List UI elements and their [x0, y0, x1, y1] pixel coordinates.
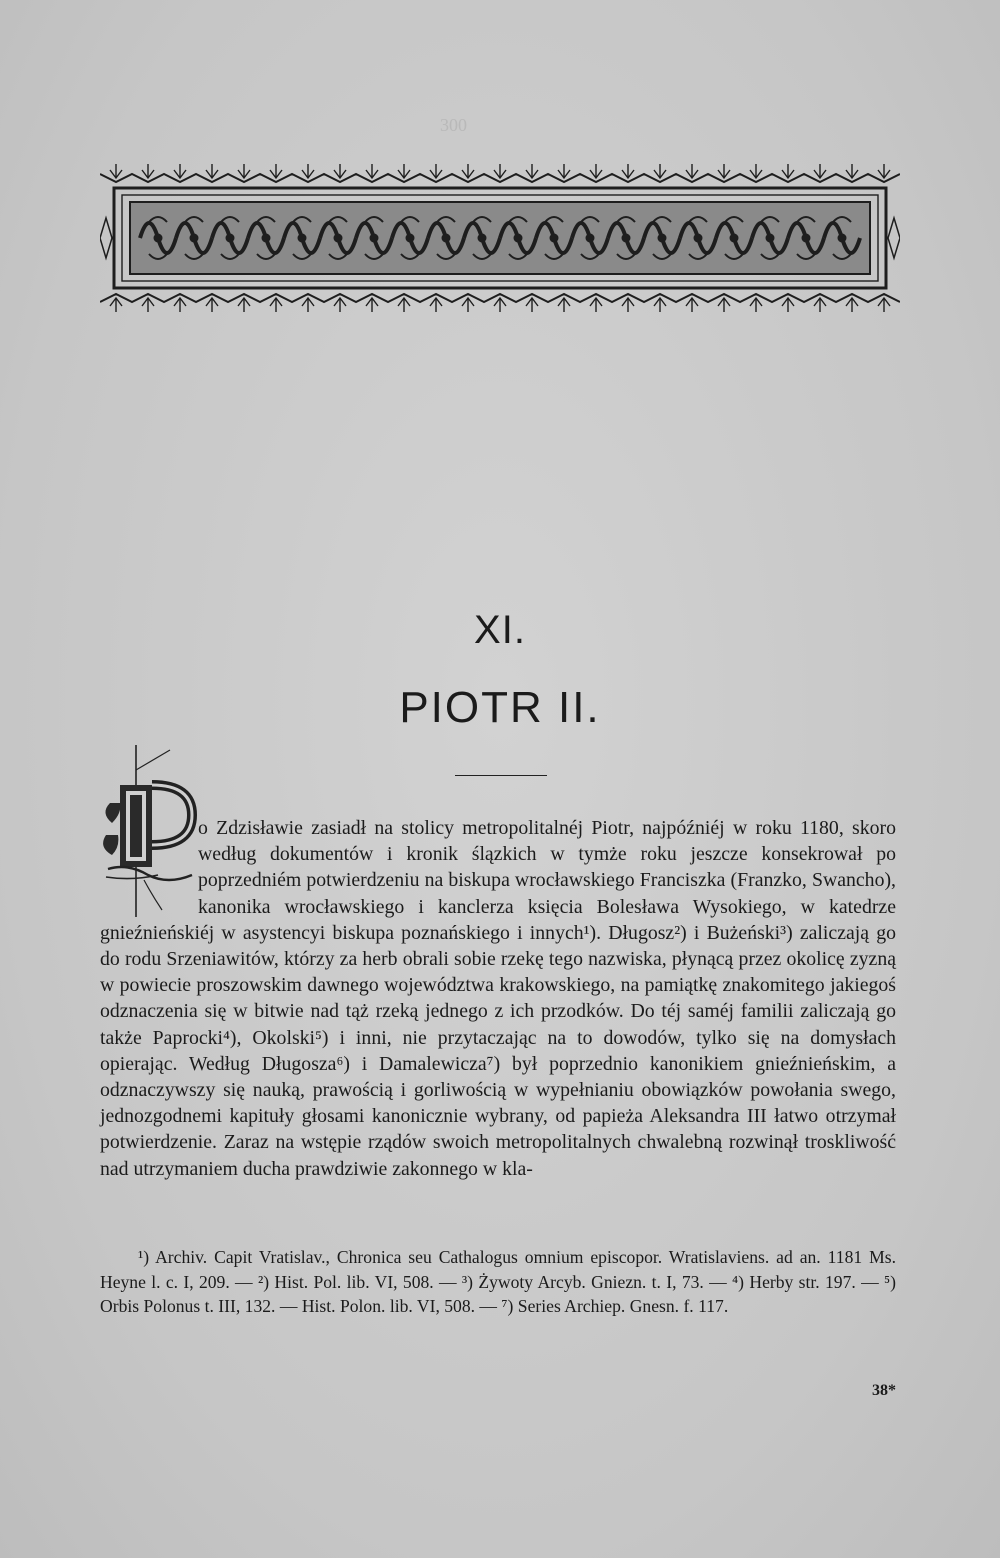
dropcap-space [100, 815, 198, 919]
chapter-title: PIOTR II. [399, 683, 601, 732]
chapter-number: XI. [474, 608, 526, 652]
title-rule [455, 775, 547, 776]
ghost-page-number: 300 [440, 115, 467, 135]
footnotes: ¹) Archiv. Capit Vratislav., Chronica seu Cathalogus omnium episcopor. Wratislaviens. ad an. 1181 Ms. Heyne l. c. I, 209. — ²) Hist. Pol. lib. VI, 508. — ³) Żywoty Arcyb. Gniezn. t. I, 73. — ⁴) Herby str. 197. — ⁵) Orbis Polonus t. III, 132. — Hist. Polon. lib. VI, 508. — ⁷) Series Archiep. Gnesn. f. 117. [100, 1247, 896, 1316]
body-text-content: o Zdzisławie zasiadł na stolicy metropolitalnéj Piotr, najpóźniéj w roku 1180, skoro według dokumentów i kronik ślązkich w tymże roku jeszcze konsekrował po poprzedniém potwierdzeniu na biskupa wrocławskiego Franciszka (Franzko, Swancho), kanonika wrocławskiego i kanclerza księcia Bolesława Wysokiego, w katedrze gnieźnieńskiéj w asystencyi biskupa poznańskiego i innych¹). Długosz²) i Bużeński³) zaliczają go do rodu Srzeniawitów, którzy za herb obrali sobie rzekę tego nazwiska, płynącą przez okolicę zyzną w powiecie proszowskim dawnego województwa krakowskiego, na pamiątkę znakomitego jakiegoś odznaczenia się w bitwie nad tąż rzeką jednego z ich przodków. Do téj saméj familii zaliczają go także Paprocki⁴), Okolski⁵) i inni, nie przytaczając na to dowodów, tylko się na domysłach opierając. Według Długosza⁶) i Damalewicza⁷) był poprzednio kanonikiem gnieźnieńskim, a odznaczywszy się nauką, prawością i gorliwością w wypełnianiu obowiązków powołania swego, jednozgodnemi kapituły głosami kanonicznie wybrany, od papieża Aleksandra III łatwo otrzymał potwierdzenie. Zaraz na wstępie rządów swoich metropolitalnych chwalebną rozwinął troskliwość nad utrzymaniem ducha prawdziwie zakonnego w kla- [100, 817, 896, 1180]
arabesque-headpiece-icon [100, 160, 900, 315]
signature-mark: 38* [872, 1382, 896, 1399]
